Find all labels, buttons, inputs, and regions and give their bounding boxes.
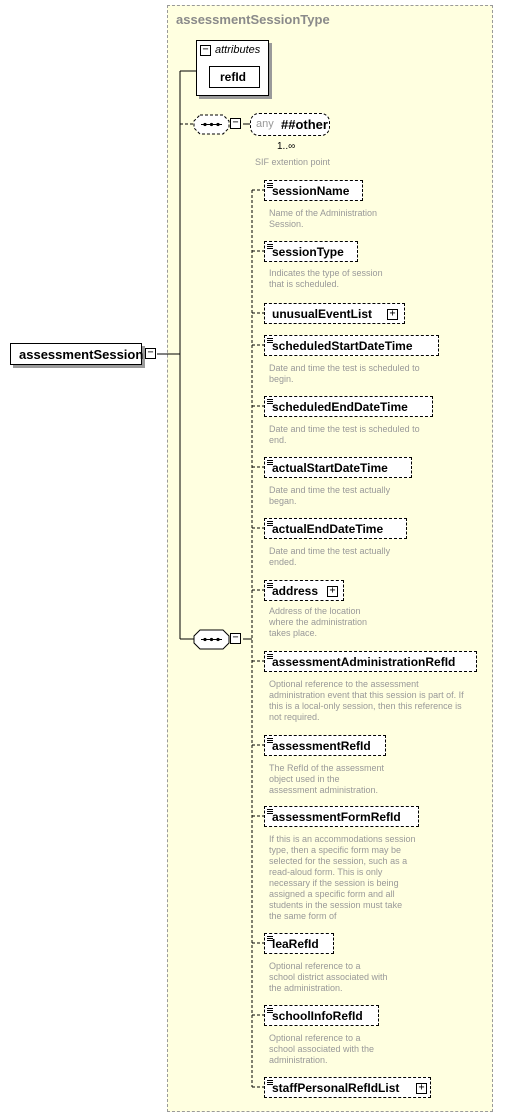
element-scheduledenddatetime[interactable] — [264, 396, 433, 417]
element-name: scheduledStartDateTime — [272, 339, 413, 353]
any-cardinality: 1..∞ — [277, 141, 296, 152]
expand-icon[interactable]: + — [416, 1083, 427, 1094]
element-name: sessionName — [272, 184, 350, 198]
element-description: Optional reference to the assessment administration event that this session is part of. If this is a local-only session, then this reference is not required. — [269, 679, 464, 722]
element-description: Date and time the test is scheduled to begin. — [269, 363, 420, 384]
element-learefid[interactable] — [264, 933, 334, 954]
element-unusualeventlist[interactable] — [264, 303, 405, 324]
any-keyword: any — [256, 118, 274, 130]
any-namespace: ##other — [281, 117, 328, 132]
element-address[interactable] — [264, 580, 344, 601]
element-description: Date and time the test actually began. — [269, 485, 391, 506]
attribute-refid[interactable] — [209, 66, 260, 88]
attribute-name: refId — [220, 70, 247, 84]
sequence-collapse-icon[interactable]: − — [230, 118, 241, 129]
element-description: If this is an accommodations session type, then a specific form may be selected for the session, such as a read-aloud form. This is only necessary if the session is being assigned a specific form and all students in the session must take the same form of — [269, 834, 416, 921]
element-scheduledstartdatetime[interactable] — [264, 335, 439, 356]
any-description: SIF extention point — [255, 157, 331, 167]
complex-type-name: assessmentSessionType — [176, 12, 330, 27]
root-element-name: assessmentSession — [19, 347, 144, 362]
element-name: schoolInfoRefId — [272, 1009, 363, 1023]
expand-icon[interactable]: + — [327, 586, 338, 597]
attributes-label: attributes — [215, 44, 261, 56]
element-actualstartdatetime[interactable] — [264, 457, 412, 478]
element-name: address — [272, 584, 319, 598]
element-name: scheduledEndDateTime — [272, 400, 408, 414]
sequence-collapse-icon[interactable]: − — [230, 633, 241, 644]
element-actualenddatetime[interactable] — [264, 518, 407, 539]
collapse-icon[interactable]: − — [145, 348, 156, 359]
root-element-box[interactable] — [10, 343, 142, 365]
element-name: staffPersonalRefIdList — [272, 1081, 400, 1095]
element-sessiontype[interactable] — [264, 241, 358, 262]
element-description: Date and time the test is scheduled to end. — [269, 424, 420, 445]
element-description: Date and time the test actually ended. — [269, 546, 391, 567]
element-description: Optional reference to a school associated with the administration. — [269, 1033, 375, 1065]
element-description: The RefId of the assessment object used in the assessment administration. — [269, 763, 385, 795]
element-assessmentformrefid[interactable] — [264, 806, 419, 827]
element-sessionname[interactable] — [264, 180, 363, 201]
element-name: assessmentAdministrationRefId — [272, 655, 456, 669]
element-name: sessionType — [272, 245, 344, 259]
element-assessmentrefid[interactable] — [264, 735, 386, 756]
element-schoolinforefid[interactable] — [264, 1005, 379, 1026]
element-assessmentadministrationrefid[interactable] — [264, 651, 477, 672]
any-wildcard[interactable] — [250, 113, 330, 136]
element-staffpersonalrefidlist[interactable] — [264, 1077, 431, 1098]
element-description: Optional reference to a school district associated with the administration. — [269, 961, 388, 993]
element-description: Name of the Administration Session. — [269, 208, 378, 229]
element-name: unusualEventList — [272, 307, 373, 321]
element-name: assessmentRefId — [272, 739, 371, 753]
element-description: Indicates the type of session that is scheduled. — [269, 268, 383, 289]
element-description: Address of the location where the administration takes place. — [269, 606, 368, 638]
attributes-collapse-icon[interactable]: − — [200, 45, 211, 56]
expand-icon[interactable]: + — [387, 309, 398, 320]
element-name: leaRefId — [272, 937, 319, 951]
element-name: actualEndDateTime — [272, 522, 384, 536]
element-name: actualStartDateTime — [272, 461, 388, 475]
element-name: assessmentFormRefId — [272, 810, 401, 824]
